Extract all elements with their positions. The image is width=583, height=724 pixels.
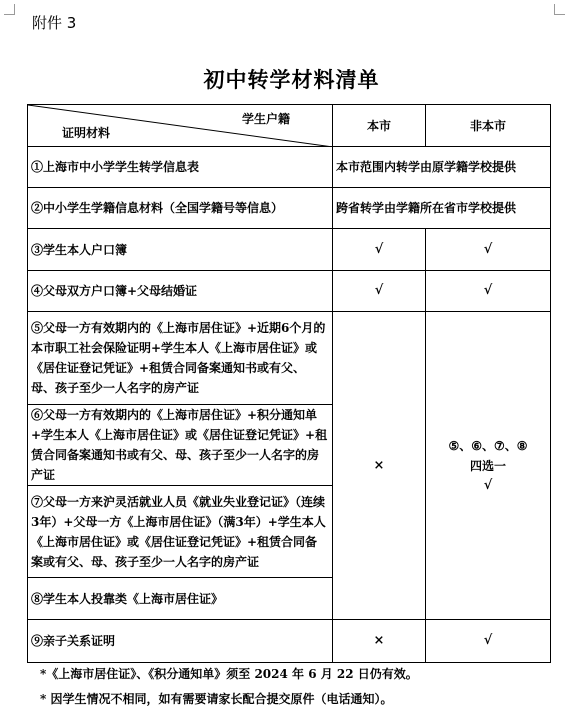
note-validity: *《上海市居住证》、《积分通知单》须至 2024 年 6 月 22 日仍有效。 [40,667,418,681]
header-materials-label: 证明材料 [62,126,111,140]
merged-note-cell: 跨省转学由学籍所在省市学校提供 [333,188,551,229]
materials-table [27,104,551,663]
material-cell: ⑥父母一方有效期内的《上海市居住证》+积分通知单+学生本人《上海市居住证》或《居住证登记凭证》+租赁合同备案通知书或有父、母、孩子至少一人名字的房产证 [28,405,333,486]
header-residence-label: 学生户籍 [241,112,290,126]
header-nonlocal: 非本市 [426,105,551,147]
nonlocal-mark: √ [426,620,551,663]
material-cell: ②中小学生学籍信息材料（全国学籍号等信息） [28,188,333,229]
material-cell: ⑤父母一方有效期内的《上海市居住证》+近期6个月的本市职工社会保险证明+学生本人《上海市居住证》或《居住证登记凭证》+租赁合同备案通知书或有父、母、孩子至少一人名字的房产证 [28,312,333,405]
table-row [28,229,551,271]
table-header-row [28,105,551,147]
local-mark: × [333,620,426,663]
group-nonlocal-cell [426,312,551,620]
local-mark: √ [333,271,426,312]
material-cell: ⑦父母一方来沪灵活就业人员《就业失业登记证》（连续3年）+父母一方《上海市居住证》（满3年）+学生本人《上海市居住证》或《居住证登记凭证》+租赁合同备案或有父、母、孩子至少一人名字的房产证 [28,486,333,578]
nonlocal-mark: √ [426,229,551,271]
table-row [28,271,551,312]
local-mark: √ [333,229,426,271]
table-row [28,620,551,663]
header-local: 本市 [333,105,426,147]
table-row [28,312,551,405]
group-choice-label: 四选一 [469,458,506,473]
table-row [28,188,551,229]
diagonal-header-cell [28,105,333,147]
material-cell: ⑧学生本人投靠类《上海市居住证》 [28,578,333,620]
group-options-label: ⑤、⑥、⑦、⑧ [448,438,528,453]
page-corner-mark-right [554,4,565,15]
page-corner-mark-left [4,4,15,15]
merged-note-cell: 本市范围内转学由原学籍学校提供 [333,147,551,188]
material-cell: ④父母双方户口簿+父母结婚证 [28,271,333,312]
group-local-mark: × [333,312,426,620]
note-originals: * 因学生情况不相同，如有需要请家长配合提交原件（电话通知）。 [40,692,393,706]
nonlocal-mark: √ [426,271,551,312]
material-cell: ③学生本人户口簿 [28,229,333,271]
material-cell: ①上海市中小学学生转学信息表 [28,147,333,188]
table-row [28,147,551,188]
material-cell: ⑨亲子关系证明 [28,620,333,663]
attachment-label: 附件 3 [32,14,77,32]
group-nonlocal-mark: √ [483,477,493,493]
page-title: 初中转学材料清单 [203,67,380,92]
